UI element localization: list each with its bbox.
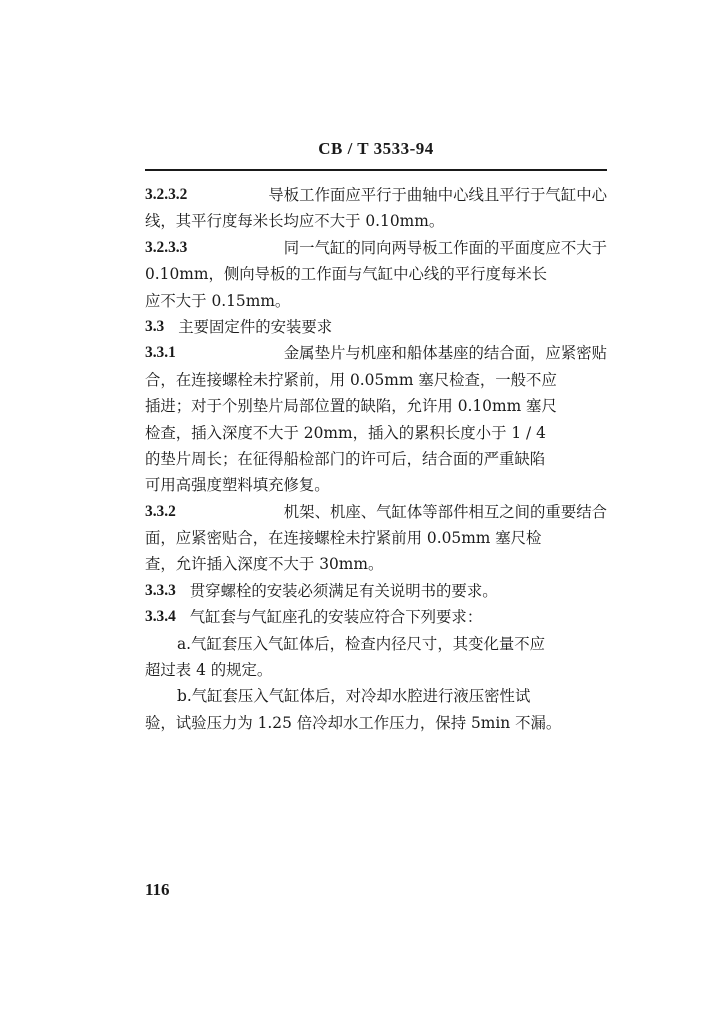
text-line bbox=[145, 235, 607, 261]
clause-text: 验，试验压力为 1.25 倍冷却水工作压力，保持 5min 不漏。 bbox=[145, 713, 562, 732]
clause-text: 气缸套与气缸座孔的安装应符合下列要求： bbox=[189, 608, 483, 627]
clause-number: 3.3.1 bbox=[145, 344, 176, 362]
text-line bbox=[145, 604, 607, 630]
text-line bbox=[145, 208, 607, 234]
text-line bbox=[145, 288, 607, 314]
text-line bbox=[145, 446, 607, 472]
text-line bbox=[145, 367, 607, 393]
clause-text: 贯穿螺栓的安装必须满足有关说明书的要求。 bbox=[189, 581, 498, 600]
standard-code: CB / T 3533-94 bbox=[318, 139, 434, 158]
clause-text: 超过表 4 的规定。 bbox=[145, 661, 273, 680]
clause-text: 0.10mm，侧向导板的工作面与气缸中心线的平行度每米长 bbox=[145, 265, 548, 284]
clause-number: 3.2.3.3 bbox=[145, 238, 188, 256]
clause-number: 3.3.4 bbox=[145, 608, 176, 626]
clause-number: 3.2.3.2 bbox=[145, 186, 188, 203]
clause-text: 应不大于 0.15mm。 bbox=[145, 291, 291, 310]
clause-text: 线，其平行度每米长均应不大于 0.10mm。 bbox=[145, 212, 445, 231]
clause-text: a.气缸套压入气缸体后，检查内径尺寸，其变化量不应 bbox=[177, 634, 546, 653]
text-line bbox=[145, 420, 607, 446]
clause-text: b.气缸套压入气缸体后，对冷却水腔进行液压密性试 bbox=[177, 687, 531, 706]
page-number: 116 bbox=[145, 880, 170, 899]
text-line bbox=[145, 578, 607, 604]
section-title: 主要固定件的安装要求 bbox=[178, 317, 333, 336]
clause-text: 可用高强度塑料填充修复。 bbox=[145, 476, 330, 495]
list-item-b bbox=[145, 683, 607, 709]
text-line bbox=[145, 393, 607, 419]
clause-text: 同一气缸的同向两导板工作面的平面度应不大于 bbox=[283, 238, 607, 257]
clause-text: 查，允许插入深度不大于 30mm。 bbox=[145, 555, 384, 574]
clause-text: 金属垫片与机座和船体基座的结合面，应紧密贴 bbox=[283, 344, 607, 363]
clause-text: 插进；对于个别垫片局部位置的缺陷，允许用 0.10mm 塞尺 bbox=[145, 397, 557, 416]
text-line bbox=[145, 472, 607, 498]
document-body bbox=[145, 182, 607, 736]
clause-text: 合，在连接螺栓未拧紧前，用 0.05mm 塞尺检查，一般不应 bbox=[145, 370, 557, 389]
text-line bbox=[145, 551, 607, 577]
section-number: 3.3 bbox=[145, 317, 165, 335]
clause-text: 机架、机座、气缸体等部件相互之间的重要结合 bbox=[283, 502, 607, 521]
text-line bbox=[145, 499, 607, 525]
text-line bbox=[145, 525, 607, 551]
text-line bbox=[145, 261, 607, 287]
clause-text: 面，应紧密贴合，在连接螺栓未拧紧前用 0.05mm 塞尺检 bbox=[145, 529, 542, 548]
text-line bbox=[145, 710, 607, 736]
list-item-a bbox=[145, 631, 607, 657]
section-heading bbox=[145, 314, 607, 340]
clause-text: 导板工作面应平行于曲轴中心线且平行于气缸中心 bbox=[268, 186, 607, 204]
clause-number: 3.3.2 bbox=[145, 502, 176, 520]
text-line bbox=[145, 657, 607, 683]
text-line bbox=[145, 340, 607, 366]
text-line bbox=[145, 182, 607, 208]
clause-text: 的垫片周长；在征得船检部门的许可后，结合面的严重缺陷 bbox=[145, 449, 546, 468]
clause-number: 3.3.3 bbox=[145, 581, 176, 599]
page-header bbox=[145, 135, 607, 171]
clause-text: 检查，插入深度不大于 20mm，插入的累积长度小于 1 / 4 bbox=[145, 423, 546, 442]
